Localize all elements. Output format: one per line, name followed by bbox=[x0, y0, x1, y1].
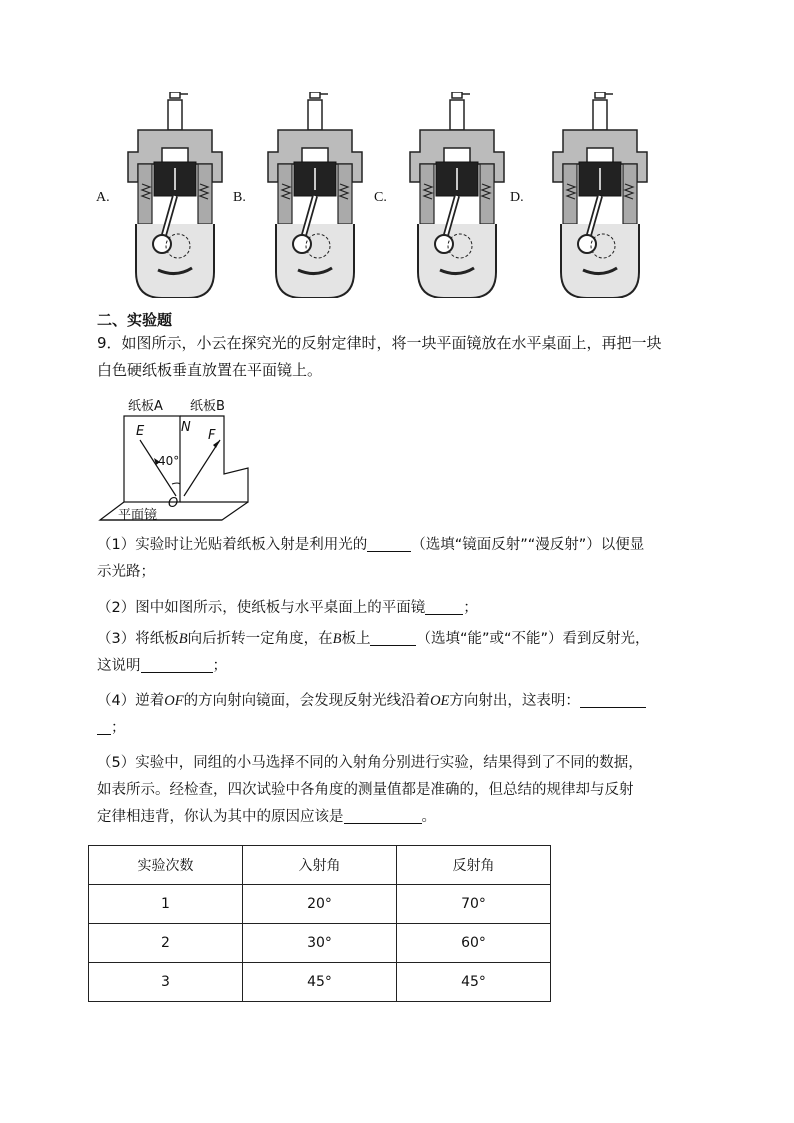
part-3-blank-1[interactable] bbox=[370, 629, 416, 646]
table-cell: 3 bbox=[89, 963, 243, 1002]
table-header: 反射角 bbox=[397, 846, 551, 885]
table-cell: 70° bbox=[397, 885, 551, 924]
engine-stroke-diagrams bbox=[88, 92, 648, 298]
option-b-label: B. bbox=[233, 190, 246, 205]
mirror-label: 平面镜 bbox=[118, 508, 158, 523]
part-4 bbox=[97, 688, 707, 742]
part-4-text-a: （4）逆着 bbox=[97, 693, 165, 709]
table-cell: 45° bbox=[397, 963, 551, 1002]
part-3-hint: （选填“能”或“不能”）看到反射光， bbox=[416, 631, 650, 647]
table-cell: 1 bbox=[89, 885, 243, 924]
part-3-b2: B bbox=[332, 631, 342, 647]
part-2 bbox=[97, 595, 707, 622]
angle-label: 40° bbox=[158, 454, 180, 468]
table-header: 入射角 bbox=[243, 846, 397, 885]
table-header: 实验次数 bbox=[89, 846, 243, 885]
part-5 bbox=[97, 750, 707, 831]
part-4-blank-2[interactable] bbox=[97, 718, 111, 735]
option-a-label: A. bbox=[96, 190, 110, 205]
part-2-end: ； bbox=[463, 600, 478, 616]
part-4-text-c: 的方向射向镜面，会发现反射光线沿着 bbox=[183, 693, 431, 709]
question-intro bbox=[97, 330, 707, 384]
table-cell: 45° bbox=[243, 963, 397, 1002]
table-cell: 60° bbox=[397, 924, 551, 963]
question-number: 9． bbox=[97, 334, 122, 352]
part-4-end: ； bbox=[111, 720, 126, 736]
board-b-label: 纸板B bbox=[190, 399, 225, 414]
part-3-end: ； bbox=[212, 658, 227, 674]
part-1-hint: （选填“镜面反射”“漫反射”）以便显 bbox=[411, 537, 645, 553]
part-1-blank[interactable] bbox=[367, 535, 411, 552]
option-c-label: C. bbox=[374, 190, 387, 205]
label-o: O bbox=[168, 496, 179, 511]
part-3-text-a: （3）将纸板 bbox=[97, 631, 179, 647]
part-3-b1: B bbox=[178, 631, 188, 647]
table-row bbox=[89, 885, 551, 924]
table-row bbox=[89, 963, 551, 1002]
part-5-blank[interactable] bbox=[344, 807, 422, 824]
part-4-text-e: 方向射出，这表明： bbox=[449, 693, 580, 709]
part-4-of: OF bbox=[164, 693, 184, 709]
data-table bbox=[88, 845, 551, 1002]
table-cell: 2 bbox=[89, 924, 243, 963]
label-e: E bbox=[136, 424, 145, 439]
part-4-blank-1[interactable] bbox=[580, 691, 646, 708]
table-header-row bbox=[89, 846, 551, 885]
part-2-blank[interactable] bbox=[425, 598, 463, 615]
label-n: N bbox=[181, 420, 191, 435]
part-1 bbox=[97, 532, 707, 586]
board-a-label: 纸板A bbox=[128, 399, 163, 414]
part-1-text: （1）实验时让光贴着纸板入射是利用光的 bbox=[97, 537, 368, 553]
part-1-continued: 示光路； bbox=[97, 564, 155, 580]
part-5-line1: （5）实验中，同组的小马选择不同的入射角分别进行实验，结果得到了不同的数据， bbox=[97, 755, 643, 771]
part-4-oe: OE bbox=[430, 693, 450, 709]
part-3-text-e: 板上 bbox=[341, 631, 371, 647]
section-title: 二、实验题 bbox=[97, 311, 173, 329]
part-5-end: 。 bbox=[421, 809, 436, 825]
option-d-label: D. bbox=[510, 190, 524, 205]
part-2-text: （2）图中如图所示，使纸板与水平桌面上的平面镜 bbox=[97, 600, 426, 616]
part-3 bbox=[97, 626, 707, 680]
part-3-blank-2[interactable] bbox=[141, 656, 213, 673]
table-row bbox=[89, 924, 551, 963]
part-3-text-g: 这说明 bbox=[97, 658, 141, 674]
part-5-line3: 定律相违背，你认为其中的原因应该是 bbox=[97, 809, 344, 825]
question-intro-line2: 白色硬纸板垂直放置在平面镜上。 bbox=[97, 361, 323, 379]
part-3-text-c: 向后折转一定角度，在 bbox=[187, 631, 333, 647]
question-intro-line1: 如图所示，小云在探究光的反射定律时，将一块平面镜放在水平桌面上，再把一块 bbox=[121, 334, 662, 352]
part-5-line2: 如表所示。经检查，四次试验中各角度的测量值都是准确的，但总结的规律却与反射 bbox=[97, 782, 634, 798]
table-cell: 30° bbox=[243, 924, 397, 963]
label-f: F bbox=[208, 428, 216, 443]
table-cell: 20° bbox=[243, 885, 397, 924]
